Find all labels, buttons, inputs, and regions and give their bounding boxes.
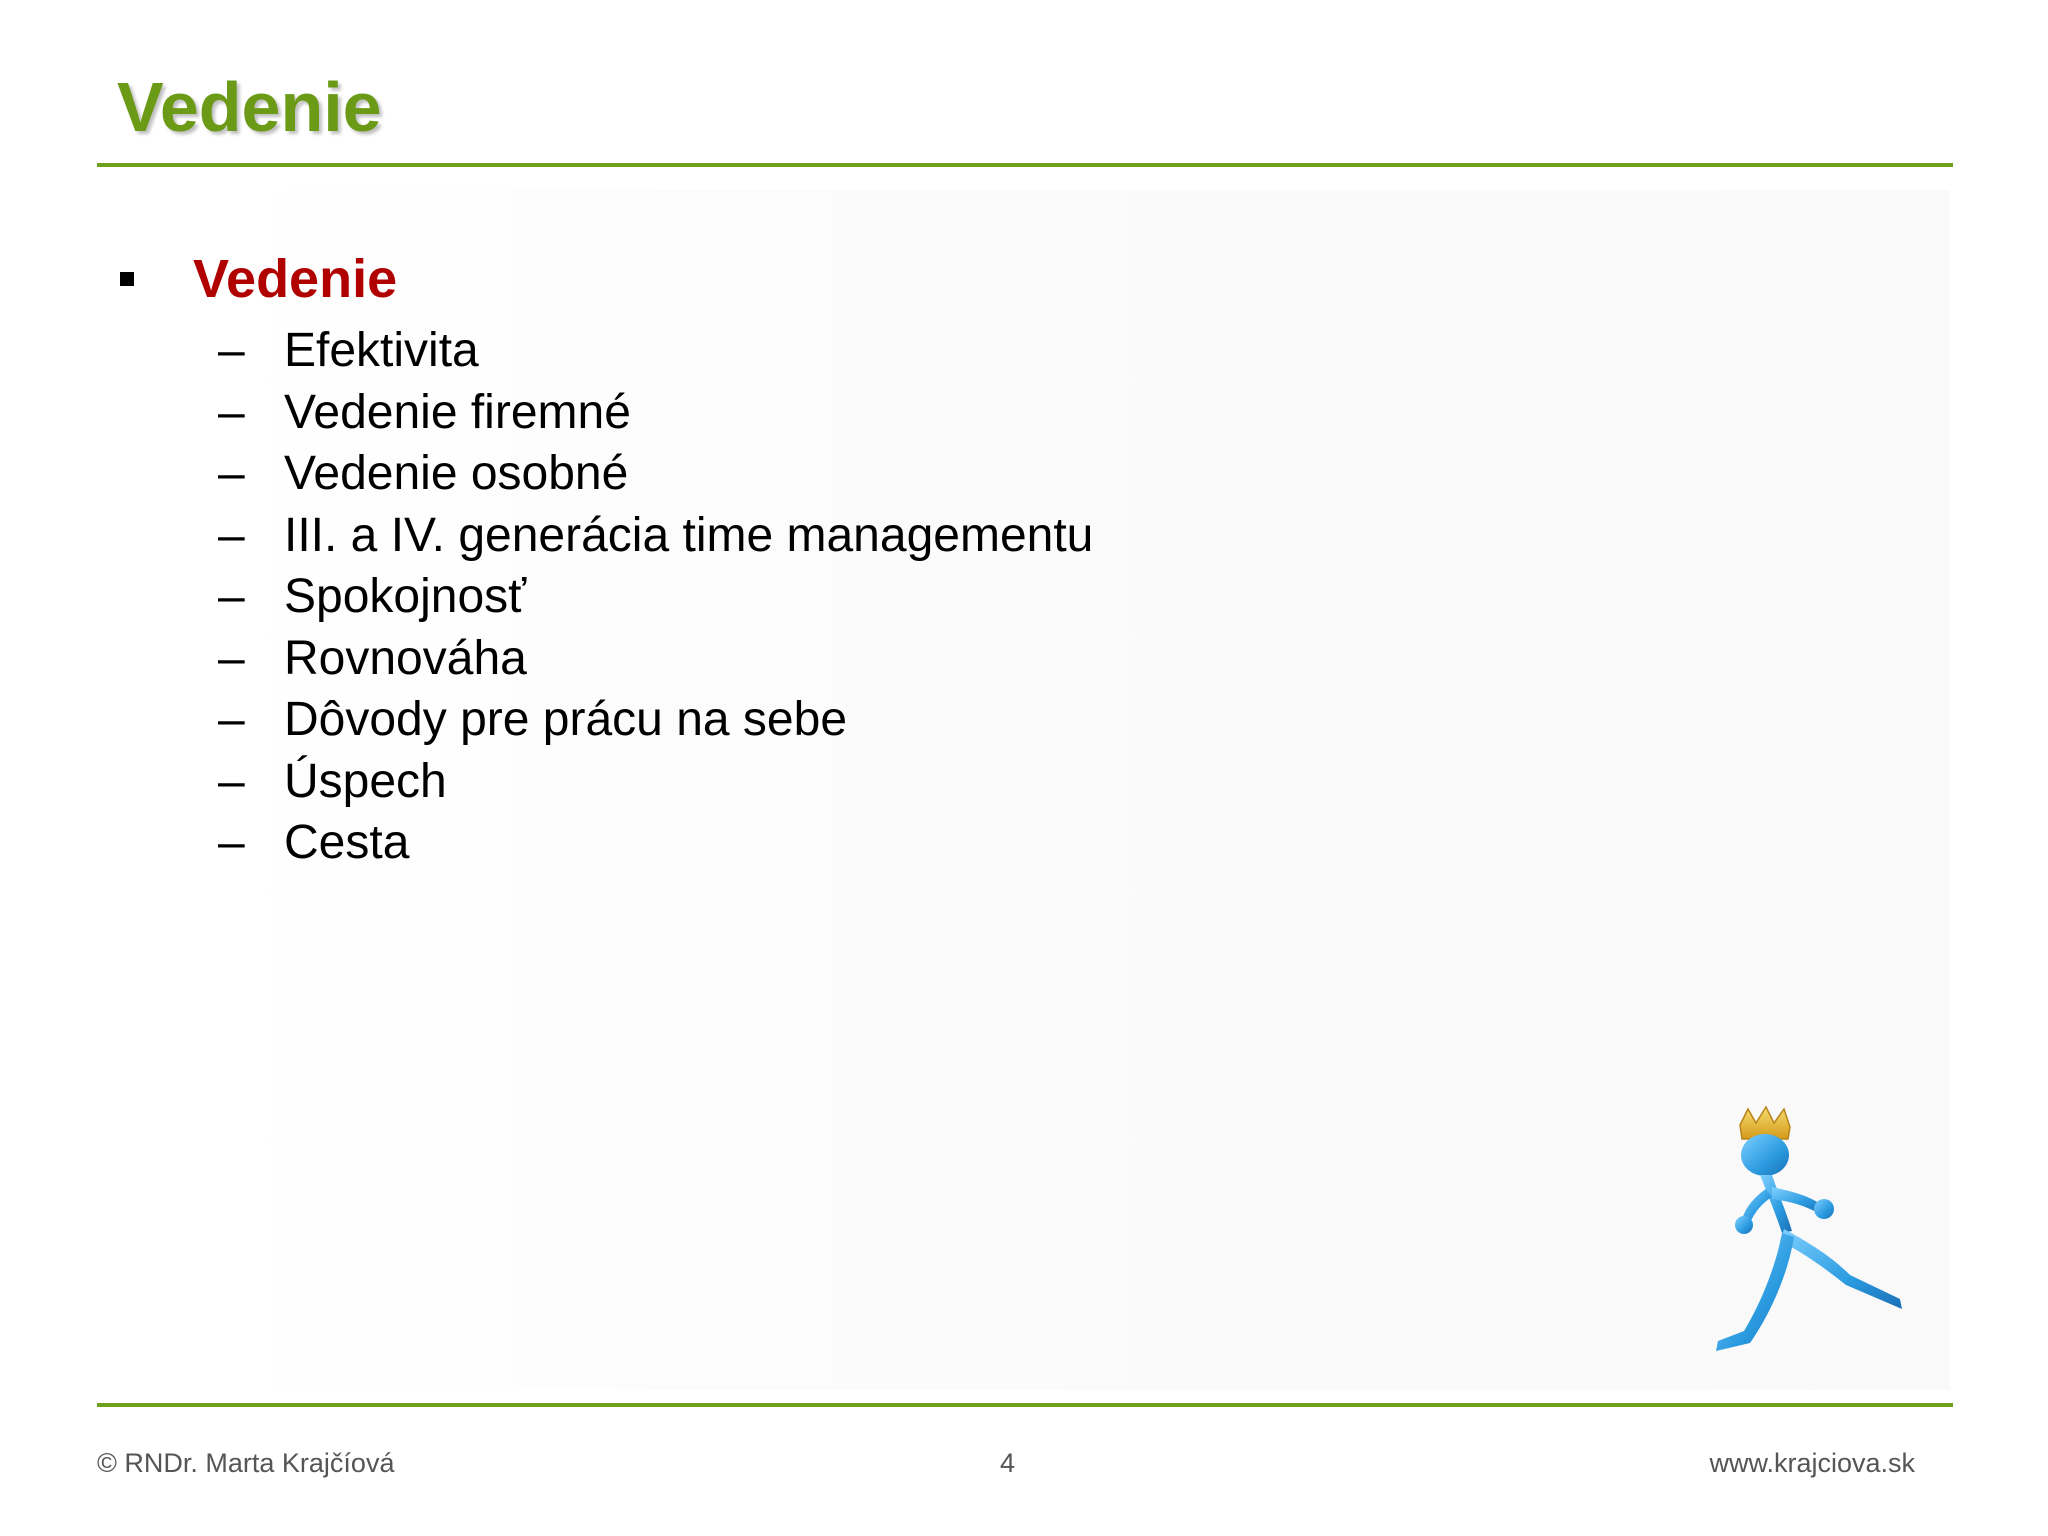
- title-divider: [97, 163, 1953, 167]
- sub-bullet-item: [218, 628, 1093, 690]
- sub-bullet-label: Vedenie firemné: [284, 385, 631, 439]
- footer-page-number: 4: [1000, 1448, 1016, 1478]
- slide-title: Vedenie: [117, 68, 382, 146]
- footer-divider: [97, 1403, 1953, 1407]
- dash-marker: –: [218, 385, 245, 439]
- footer-author: © RNDr. Marta Krajčíová: [97, 1448, 395, 1478]
- footer-website-link[interactable]: www.krajciova.sk: [1709, 1448, 1915, 1478]
- sub-bullet-label: Cesta: [284, 816, 410, 870]
- dash-marker: –: [218, 324, 245, 378]
- sub-bullet-item: [218, 566, 1093, 628]
- sub-bullet-item: [218, 751, 1093, 813]
- sub-bullet-label: Vedenie osobné: [284, 447, 629, 501]
- sub-bullet-item: [218, 505, 1093, 567]
- main-bullet: [120, 249, 398, 309]
- dash-marker: –: [218, 754, 245, 808]
- sub-bullet-label: III. a IV. generácia time managementu: [284, 508, 1094, 562]
- sub-bullet-item: [218, 320, 1093, 382]
- sub-bullet-item: [218, 443, 1093, 505]
- sub-bullet-label: Úspech: [284, 754, 447, 808]
- sub-bullet-label: Spokojnosť: [284, 570, 527, 624]
- sub-bullet-item: [218, 812, 1093, 874]
- dash-marker: –: [218, 570, 245, 624]
- dash-marker: –: [218, 447, 245, 501]
- running-crowned-figure-icon: [1710, 1105, 1925, 1385]
- sub-bullet-label: Rovnováha: [284, 631, 527, 685]
- sub-bullet-label: Dôvody pre prácu na sebe: [284, 693, 848, 747]
- dash-marker: –: [218, 508, 245, 562]
- dash-marker: –: [218, 693, 245, 747]
- sub-bullet-list: [218, 320, 1093, 874]
- dash-marker: –: [218, 816, 245, 870]
- main-bullet-label: Vedenie: [193, 249, 398, 309]
- sub-bullet-item: [218, 382, 1093, 444]
- dash-marker: –: [218, 631, 245, 685]
- sub-bullet-item: [218, 689, 1093, 751]
- square-bullet-icon: [120, 272, 134, 286]
- sub-bullet-label: Efektivita: [284, 324, 479, 378]
